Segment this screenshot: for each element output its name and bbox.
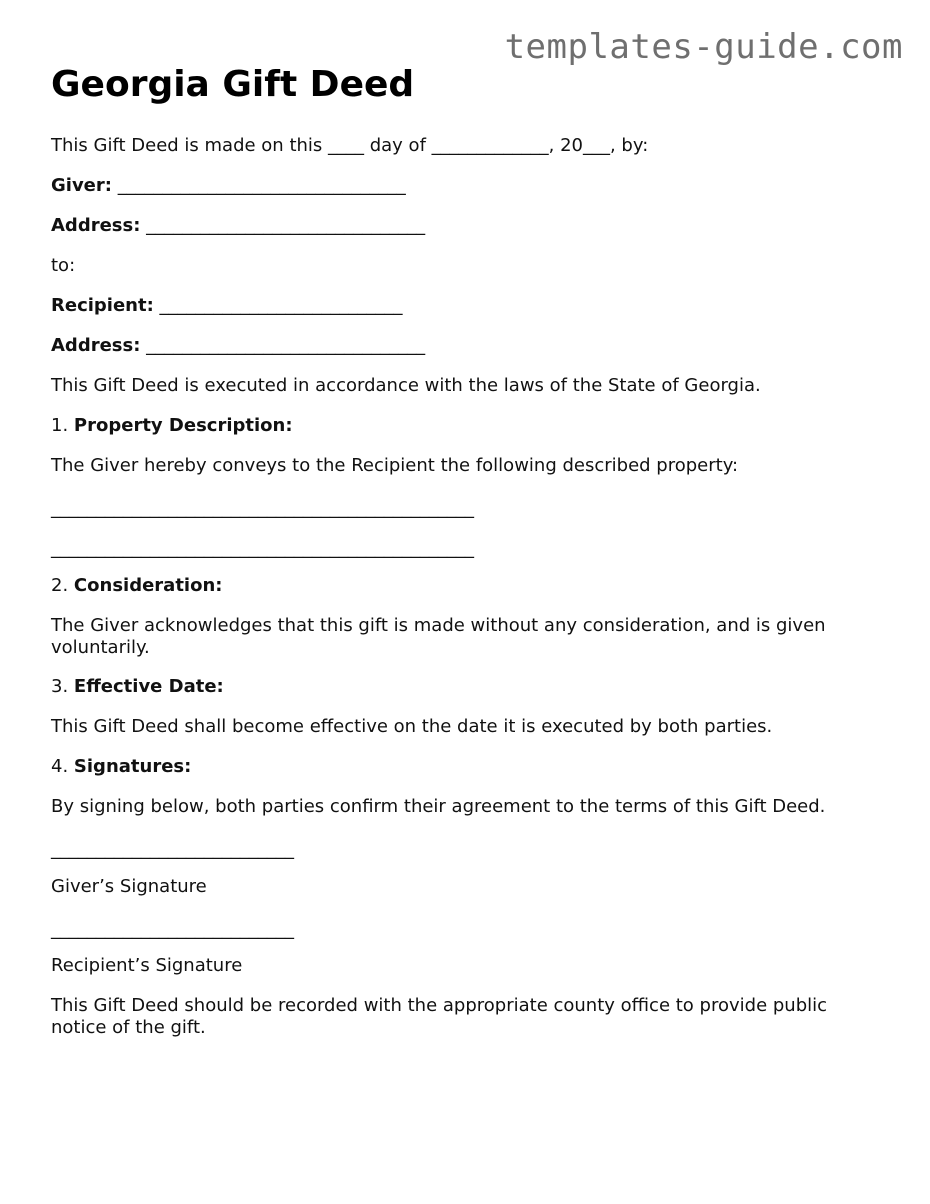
giver-blank: ________________________________	[117, 175, 406, 196]
section-number: 2.	[51, 575, 69, 596]
giver-address-label: Address:	[51, 215, 141, 236]
section-heading: Consideration:	[73, 575, 223, 596]
recipient-blank: ___________________________	[159, 295, 403, 316]
recipient-field	[51, 295, 403, 317]
section-heading: Property Description:	[73, 415, 293, 436]
recipient-signature-line: ___________________________	[51, 919, 294, 940]
section-number: 4.	[51, 756, 69, 777]
section-number: 1.	[51, 415, 69, 436]
section-consideration-heading	[51, 575, 222, 597]
giver-address-blank: _______________________________	[146, 215, 426, 236]
property-blank-line-2: _______________________________________________	[51, 538, 474, 559]
signatures-body: By signing below, both parties confirm their agreement to the terms of this Gift Deed.	[51, 796, 826, 817]
recipient-address-blank: _______________________________	[146, 335, 426, 356]
giver-signature-line: ___________________________	[51, 839, 294, 860]
document-title: Georgia Gift Deed	[51, 64, 415, 105]
recipient-address-field	[51, 335, 425, 357]
section-property-heading	[51, 415, 293, 437]
giver-address-field	[51, 215, 425, 237]
to-text: to:	[51, 255, 76, 276]
effective-body: This Gift Deed shall become effective on the date it is executed by both parties.	[51, 716, 773, 737]
section-heading: Effective Date:	[73, 676, 224, 697]
property-blank-line-1: _______________________________________________	[51, 498, 474, 519]
consideration-body: The Giver acknowledges that this gift is made without any consideration, and is given voluntarily.	[51, 615, 826, 658]
section-number: 3.	[51, 676, 69, 697]
giver-field	[51, 175, 406, 197]
giver-label: Giver:	[51, 175, 112, 196]
giver-signature-caption: Giver’s Signature	[51, 876, 207, 897]
property-body: The Giver hereby conveys to the Recipient the following described property:	[51, 455, 739, 476]
intro-line: This Gift Deed is made on this ____ day of _____________, 20___, by:	[51, 135, 649, 156]
section-heading: Signatures:	[73, 756, 192, 777]
recipient-address-label: Address:	[51, 335, 141, 356]
section-signatures-heading	[51, 756, 191, 778]
recipient-signature-caption: Recipient’s Signature	[51, 955, 243, 976]
section-effective-heading	[51, 676, 224, 698]
recipient-label: Recipient:	[51, 295, 154, 316]
closing-note: This Gift Deed should be recorded with the appropriate county office to provide public notice of the gift.	[51, 995, 828, 1038]
laws-statement: This Gift Deed is executed in accordance with the laws of the State of Georgia.	[51, 375, 761, 396]
site-watermark: templates-guide.com	[504, 27, 903, 67]
